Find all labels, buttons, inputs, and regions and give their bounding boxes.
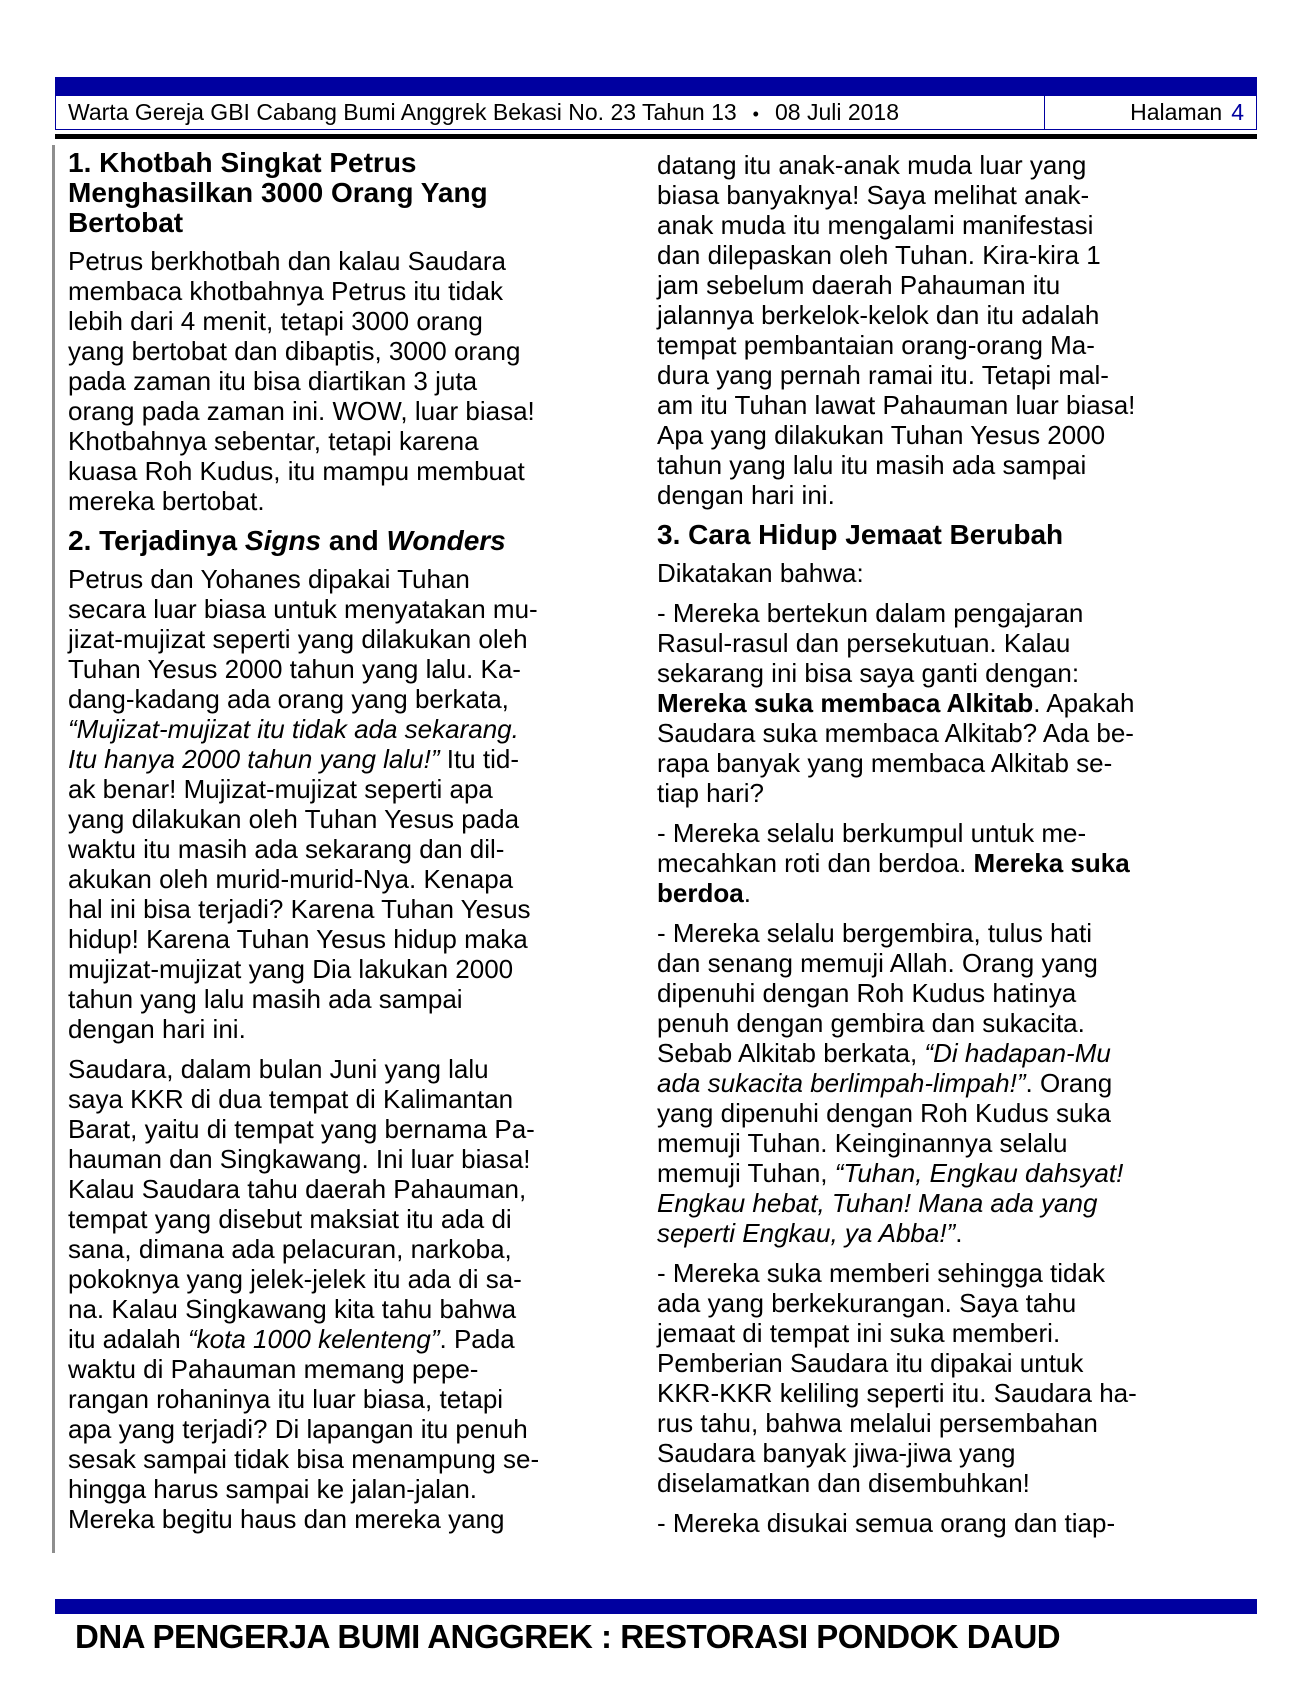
text-run: sana, dimana ada pelacuran, narkoba, [68,1234,512,1264]
text-run: . [955,1218,963,1248]
text-run: . Orang [1025,1068,1113,1098]
text-run: waktu itu masih ada sekarang dan dil- [68,834,505,864]
text-run: Bertobat [68,207,184,238]
footer-accent-bar [55,1599,1257,1614]
text-run: pada zaman itu bisa diartikan 3 juta [68,366,478,396]
text-run: hal ini bisa terjadi? Karena Tuhan Yesus [68,894,531,924]
text-run: ada yang berkekurangan. Saya tahu [657,1288,1077,1318]
text-run: jizat-mujizat seperti yang dilakukan oleh [68,624,528,654]
text-run: dengan hari ini. [68,1014,246,1044]
section-3-intro [657,558,1257,588]
page-number-label: Halaman [1130,99,1223,125]
text-run: rangan rohaninya itu luar biasa, tetapi [68,1384,504,1414]
newsletter-title-text: Warta Gereja GBI Cabang Bumi Anggrek Bekasi No. 23 Tahun 13 [68,99,737,125]
text-run: datang itu anak-anak muda luar yang [657,150,1087,180]
section-3-bullet-4 [657,1258,1257,1498]
text-run: tempat yang disebut maksiat itu ada di [68,1204,512,1234]
text-run: Apa yang dilakukan Tuhan Yesus 2000 [657,420,1106,450]
text-run: - Mereka selalu berkumpul untuk me- [657,818,1087,848]
text-run: sesak sampai tidak bisa menampung se- [68,1444,540,1474]
text-run: rapa banyak yang membaca Alkitab se- [657,748,1113,778]
text-run: Engkau hebat, Tuhan! Mana ada yang [657,1188,1098,1218]
section-3-bullet-5 [657,1508,1257,1538]
text-run: pokoknya yang jelek-jelek itu ada di sa- [68,1264,522,1294]
text-run: and [321,525,387,556]
text-run: “Di hadapan-Mu [924,1038,1111,1068]
text-run: dipenuhi dengan Roh Kudus hatinya [657,978,1077,1008]
section-3-bullet-2 [657,818,1257,908]
section-2-paragraph-1 [68,564,634,1044]
text-run: Petrus berkhotbah dan kalau Saudara [68,246,506,276]
text-run: KKR-KKR keliling seperti itu. Saudara ha- [657,1378,1137,1408]
text-run: yang dipenuhi dengan Roh Kudus suka [657,1098,1111,1128]
text-run: na. Kalau Singkawang kita tahu bahwa [68,1294,517,1324]
text-run: anak muda itu mengalami manifestasi [657,210,1094,240]
text-run: membaca khotbahnya Petrus itu tidak [68,276,504,306]
text-run: lebih dari 4 menit, tetapi 3000 orang [68,306,483,336]
header-rule [55,134,1257,139]
text-run: tiap hari? [657,778,764,808]
text-run: “kota 1000 kelenteng” [187,1324,440,1354]
text-run: penuh dengan gembira dan sukacita. [657,1008,1085,1038]
right-column [657,150,1257,1548]
text-run: Pemberian Saudara itu dipakai untuk [657,1348,1084,1378]
text-run: memuji Tuhan. Keinginannya selalu [657,1128,1068,1158]
text-run: apa yang terjadi? Di lapangan itu penuh [68,1414,528,1444]
text-run: saya KKR di dua tempat di Kalimantan [68,1084,514,1114]
text-run: diselamatkan dan disembuhkan! [657,1468,1030,1498]
text-run: dang-kadang ada orang yang berkata, [68,684,509,714]
text-run: sekarang ini bisa saya ganti dengan: [657,658,1080,688]
issue-date: 08 Juli 2018 [774,99,900,125]
text-run: . Pada [439,1324,515,1354]
text-run: Petrus dan Yohanes dipakai Tuhan [68,564,470,594]
text-run: . [743,878,751,908]
text-run: Mereka suka membaca Alkitab [657,688,1034,718]
section-3-bullet-1 [657,598,1257,808]
text-run: Tuhan Yesus 2000 tahun yang lalu. Ka- [68,654,521,684]
text-run: dan dilepaskan oleh Tuhan. Kira-kira 1 [657,240,1101,270]
text-run: jemaat di tempat ini suka memberi. [657,1318,1061,1348]
text-run: “Tuhan, Engkau dahsyat! [834,1158,1124,1188]
section-2-paragraph-3 [657,150,1257,510]
text-run: seperti Engkau, ya Abba!” [657,1218,956,1248]
text-run: tempat pembantaian orang-orang Ma- [657,330,1095,360]
text-run: Menghasilkan 3000 Orang Yang [68,177,488,208]
text-run: mecahkan roti dan berdoa. [657,848,974,878]
left-margin-line [52,145,55,1553]
section-3-bullet-3 [657,918,1257,1248]
text-run: “Mujizat-mujizat itu tidak ada sekarang. [68,714,519,744]
header-accent-bar [56,78,1256,96]
text-run: - Mereka bertekun dalam pengajaran [657,598,1084,628]
text-run: yang bertobat dan dibaptis, 3000 orang [68,336,521,366]
text-run: 1. Khotbah Singkat Petrus [68,147,417,178]
text-run: yang dilakukan oleh Tuhan Yesus pada [68,804,520,834]
text-run: Saudara banyak jiwa-jiwa yang [657,1438,1016,1468]
section-2-paragraph-2 [68,1054,634,1534]
text-run: itu adalah [68,1324,188,1354]
footer-text: DNA PENGERJA BUMI ANGGREK : RESTORASI PONDOK DAUD [75,1618,1061,1655]
text-run: hidup! Karena Tuhan Yesus hidup maka [68,924,528,954]
page-number-value: 4 [1231,99,1244,125]
text-run: waktu di Pahauman memang pepe- [68,1354,479,1384]
text-run: Rasul-rasul dan persekutuan. Kalau [657,628,1071,658]
text-run: 3. Cara Hidup Jemaat Berubah [657,519,1064,550]
text-run: tahun yang lalu itu masih ada sampai [657,450,1087,480]
left-column [68,148,634,1544]
text-run: 2. Terjadinya [68,525,245,556]
text-run: mereka bertobat. [68,486,265,516]
text-run: Sebab Alkitab berkata, [657,1038,925,1068]
page-number [1044,96,1256,129]
text-run: ak benar! Mujizat-mujizat seperti apa [68,774,493,804]
text-run: jam sebelum daerah Pahauman itu [657,270,1061,300]
text-run: Wonders [386,525,506,556]
text-run: berdoa [657,878,744,908]
section-2-heading [68,526,634,556]
text-run: akukan oleh murid-murid-Nya. Kenapa [68,864,514,894]
text-run: hauman dan Singkawang. Ini luar biasa! [68,1144,531,1174]
text-run: biasa banyaknya! Saya melihat anak- [657,180,1090,210]
text-run: rus tahu, bahwa melalui persembahan [657,1408,1098,1438]
text-run: Mereka suka [973,848,1130,878]
text-run: Khotbahnya sebentar, tetapi karena [68,426,479,456]
text-run: Saudara suka membaca Alkitab? Ada be- [657,718,1134,748]
text-run: tahun yang lalu masih ada sampai [68,984,463,1014]
text-run: hingga harus sampai ke jalan-jalan. [68,1474,478,1504]
newsletter-title [56,99,1044,126]
title-date-separator: • [752,104,759,124]
text-run: . Apakah [1033,688,1135,718]
section-1-heading [68,148,634,238]
text-run: dan senang memuji Allah. Orang yang [657,948,1098,978]
text-run: mujizat-mujizat yang Dia lakukan 2000 [68,954,514,984]
text-run: Saudara, dalam bulan Juni yang lalu [68,1054,489,1084]
section-1-paragraph [68,246,634,516]
text-run: secara luar biasa untuk menyatakan mu- [68,594,538,624]
text-run: - Mereka disukai semua orang dan tiap- [657,1508,1116,1538]
text-run: jalannya berkelok-kelok dan itu adalah [657,300,1100,330]
text-run: Dikatakan bahwa: [657,558,864,588]
text-run: - Mereka selalu bergembira, tulus hati [657,918,1092,948]
text-run: Itu hanya 2000 tahun yang lalu!” [68,744,440,774]
text-run: memuji Tuhan, [657,1158,835,1188]
text-run: Mereka begitu haus dan mereka yang [68,1504,505,1534]
text-run: kuasa Roh Kudus, itu mampu membuat [68,456,525,486]
section-3-heading [657,520,1257,550]
text-run: - Mereka suka memberi sehingga tidak [657,1258,1105,1288]
text-run: Itu tid- [439,744,519,774]
text-run: Signs [244,525,322,556]
header [55,77,1257,130]
text-run: Barat, yaitu di tempat yang bernama Pa- [68,1114,535,1144]
text-run: orang pada zaman ini. WOW, luar biasa! [68,396,535,426]
text-run: dengan hari ini. [657,480,835,510]
text-run: Kalau Saudara tahu daerah Pahauman, [68,1174,527,1204]
text-run: dura yang pernah ramai itu. Tetapi mal- [657,360,1109,390]
text-run: am itu Tuhan lawat Pahauman luar biasa! [657,390,1136,420]
text-run: ada sukacita berlimpah-limpah!” [657,1068,1026,1098]
